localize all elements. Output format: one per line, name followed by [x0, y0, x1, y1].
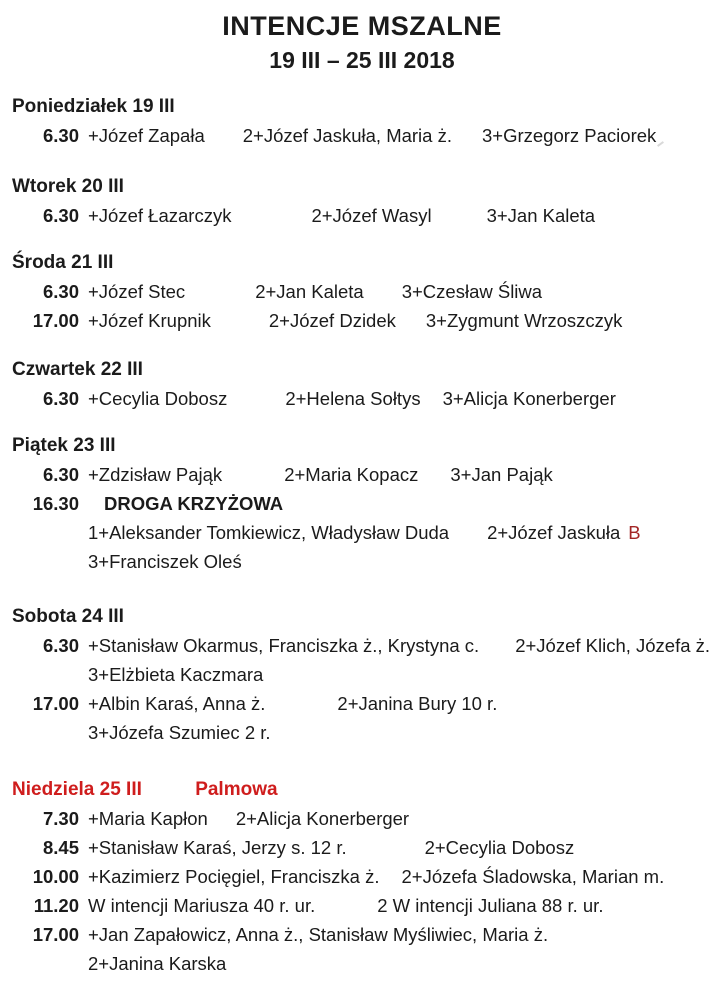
- day-section-sroda: [8, 248, 716, 335]
- mass-time: 16.30: [32, 493, 79, 514]
- intention: +Józef Krupnik: [88, 310, 211, 331]
- day-section-sobota: [8, 602, 716, 747]
- intention: 2+Józef Wasyl: [311, 205, 432, 226]
- mass-row: [8, 949, 716, 978]
- mass-time: 6.30: [42, 205, 79, 226]
- intention: 1+Aleksander Tomkiewicz, Władysław Duda: [88, 522, 450, 543]
- intention: 2+Cecylia Dobosz: [424, 837, 575, 858]
- intention: +Kazimierz Pocięgiel, Franciszka ż.: [88, 866, 380, 887]
- mass-row: [8, 518, 716, 547]
- intention: 3+Jan Kaleta: [486, 205, 596, 226]
- intention: 2+Janina Karska: [88, 953, 227, 974]
- mass-row: [8, 804, 716, 833]
- intention: 3+Jan Pająk: [450, 464, 553, 485]
- intention: +Albin Karaś, Anna ż.: [88, 693, 266, 714]
- day-header: [8, 775, 716, 804]
- intention: +Jan Zapałowicz, Anna ż., Stanisław Myśliwiec, Maria ż.: [88, 924, 549, 945]
- day-header: Czwartek 22 III: [12, 359, 143, 380]
- mass-row: [8, 862, 716, 891]
- day-section-czwartek: [8, 355, 716, 413]
- mass-time: 6.30: [42, 635, 79, 656]
- intention: 2+Józef Klich, Józefa ż.: [515, 635, 711, 656]
- mass-row: [8, 277, 716, 306]
- intention: 2+Maria Kopacz: [284, 464, 419, 485]
- intention: +Józef Łazarczyk: [88, 205, 232, 226]
- mass-row: [8, 689, 716, 718]
- intention-suffix-b: B: [628, 522, 641, 543]
- mass-row: [8, 306, 716, 335]
- intention: 2+Helena Sołtys: [285, 388, 421, 409]
- mass-row: [8, 660, 716, 689]
- mass-time: 6.30: [42, 125, 79, 146]
- intention: +Stanisław Karaś, Jerzy s. 12 r.: [88, 837, 347, 858]
- intention: 3+Zygmunt Wrzoszczyk: [425, 310, 623, 331]
- day-header: Sobota 24 III: [12, 606, 124, 627]
- intention: 2+Jan Kaleta: [255, 281, 364, 302]
- intention: 2+Janina Bury 10 r.: [337, 693, 498, 714]
- mass-row: [8, 718, 716, 747]
- mass-row: [8, 460, 716, 489]
- intention: +Zdzisław Pająk: [88, 464, 223, 485]
- day-header: Środa 21 III: [12, 252, 114, 273]
- mass-time: 17.00: [32, 924, 79, 945]
- intention: 2+Józef Jaskuła, Maria ż.: [242, 125, 452, 146]
- day-section-niedziela: [8, 775, 716, 978]
- intention: +Józef Zapała: [88, 125, 205, 146]
- mass-row: [8, 489, 716, 518]
- day-header: Poniedziałek 19 III: [12, 96, 175, 117]
- intention: 3+Czesław Śliwa: [401, 281, 543, 302]
- day-section-piatek: [8, 431, 716, 576]
- intention: 2+Józefa Śladowska, Marian m.: [401, 866, 665, 887]
- mass-time: 6.30: [42, 281, 79, 302]
- intention: 3+Elżbieta Kaczmara: [88, 664, 264, 685]
- intention: 3+Alicja Konerberger: [442, 388, 616, 409]
- day-header-date: Niedziela 25 III: [12, 779, 142, 800]
- day-section-poniedzialek: [8, 92, 716, 150]
- day-header: Piątek 23 III: [12, 435, 116, 456]
- intention: +Józef Stec: [88, 281, 186, 302]
- intention: 2+Alicja Konerberger: [235, 808, 410, 829]
- intention: 3+Grzegorz Paciorek: [481, 125, 657, 146]
- intention: 3+Józefa Szumiec 2 r.: [88, 722, 271, 743]
- mass-time: 8.45: [42, 837, 79, 858]
- mass-time: 6.30: [42, 388, 79, 409]
- mass-time: 7.30: [42, 808, 79, 829]
- mass-row: [8, 121, 716, 150]
- mass-time: 11.20: [33, 895, 79, 916]
- day-section-wtorek: [8, 172, 716, 230]
- mass-time: 17.00: [32, 310, 79, 331]
- mass-row: [8, 547, 716, 576]
- mass-time: 17.00: [32, 693, 79, 714]
- intention: +Cecylia Dobosz: [88, 388, 228, 409]
- intention: 2+Józef Jaskuła: [487, 522, 621, 543]
- page-title: INTENCJE MSZALNE: [222, 11, 502, 41]
- intention: 3+Franciszek Oleś: [88, 551, 242, 572]
- event-title: DROGA KRZYŻOWA: [104, 493, 284, 514]
- intention: W intencji Mariusza 40 r. ur.: [88, 895, 316, 916]
- mass-time: 10.00: [32, 866, 79, 887]
- intention: +Stanisław Okarmus, Franciszka ż., Krystyna c.: [88, 635, 480, 656]
- day-header-extra: Palmowa: [195, 779, 278, 800]
- intention: +Maria Kapłon: [88, 808, 208, 829]
- intention: 2 W intencji Juliana 88 r. ur.: [377, 895, 604, 916]
- page-subtitle: 19 III – 25 III 2018: [269, 47, 455, 73]
- mass-row: [8, 384, 716, 413]
- intention: 2+Józef Dzidek: [268, 310, 396, 331]
- mass-row: [8, 201, 716, 230]
- mass-time: 6.30: [42, 464, 79, 485]
- mass-row: [8, 833, 716, 862]
- mass-row: [8, 920, 716, 949]
- mass-row: [8, 891, 716, 920]
- day-header: Wtorek 20 III: [12, 176, 124, 197]
- mass-row: [8, 631, 716, 660]
